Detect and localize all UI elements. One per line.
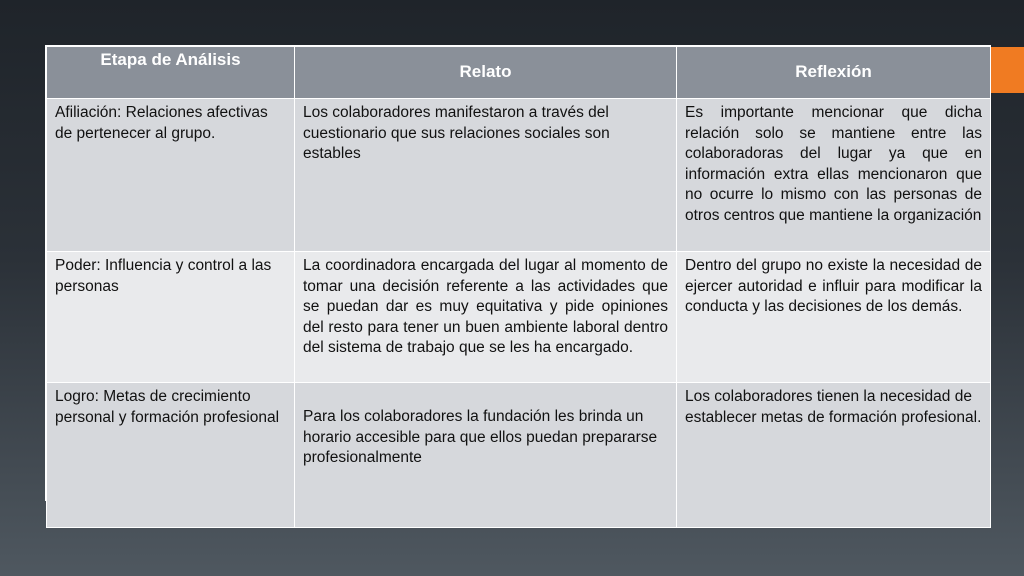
cell-relato: Para los colaboradores la fundación les brinda un horario accesible para que ellos puedan prepararse profesionalmente [295,383,677,528]
orange-accent-bar [990,47,1024,93]
table-row [47,383,991,528]
cell-etapa: Afiliación: Relaciones afectivas de pertenecer al grupo. [47,99,295,252]
header-etapa: Etapa de Análisis [47,47,295,99]
analysis-table-container [45,45,991,501]
cell-etapa: Logro: Metas de crecimiento personal y formación profesional [47,383,295,528]
table-header-row [47,47,991,99]
analysis-table [46,46,991,528]
cell-relato: La coordinadora encargada del lugar al momento de tomar una decisión referente a las actividades que se puedan dar es muy equitativa y pide opiniones del resto para tener un buen ambiente laboral dentro del sistema de trabajo que se les ha encargado. [295,252,677,383]
header-reflexion: Reflexión [677,47,991,99]
cell-etapa: Poder: Influencia y control a las personas [47,252,295,383]
table-row [47,99,991,252]
cell-reflexion: Dentro del grupo no existe la necesidad de ejercer autoridad e influir para modificar la conducta y las decisiones de los demás. [677,252,991,383]
header-relato: Relato [295,47,677,99]
table-row [47,252,991,383]
cell-relato: Los colaboradores manifestaron a través del cuestionario que sus relaciones sociales son estables [295,99,677,252]
cell-reflexion: Es importante mencionar que dicha relación solo se mantiene entre las colaboradoras del lugar ya que en información extra ellas mencionaron que no ocurre lo mismo con las personas de otros centros que mantiene la organización [677,99,991,252]
cell-reflexion: Los colaboradores tienen la necesidad de establecer metas de formación profesional. [677,383,991,528]
